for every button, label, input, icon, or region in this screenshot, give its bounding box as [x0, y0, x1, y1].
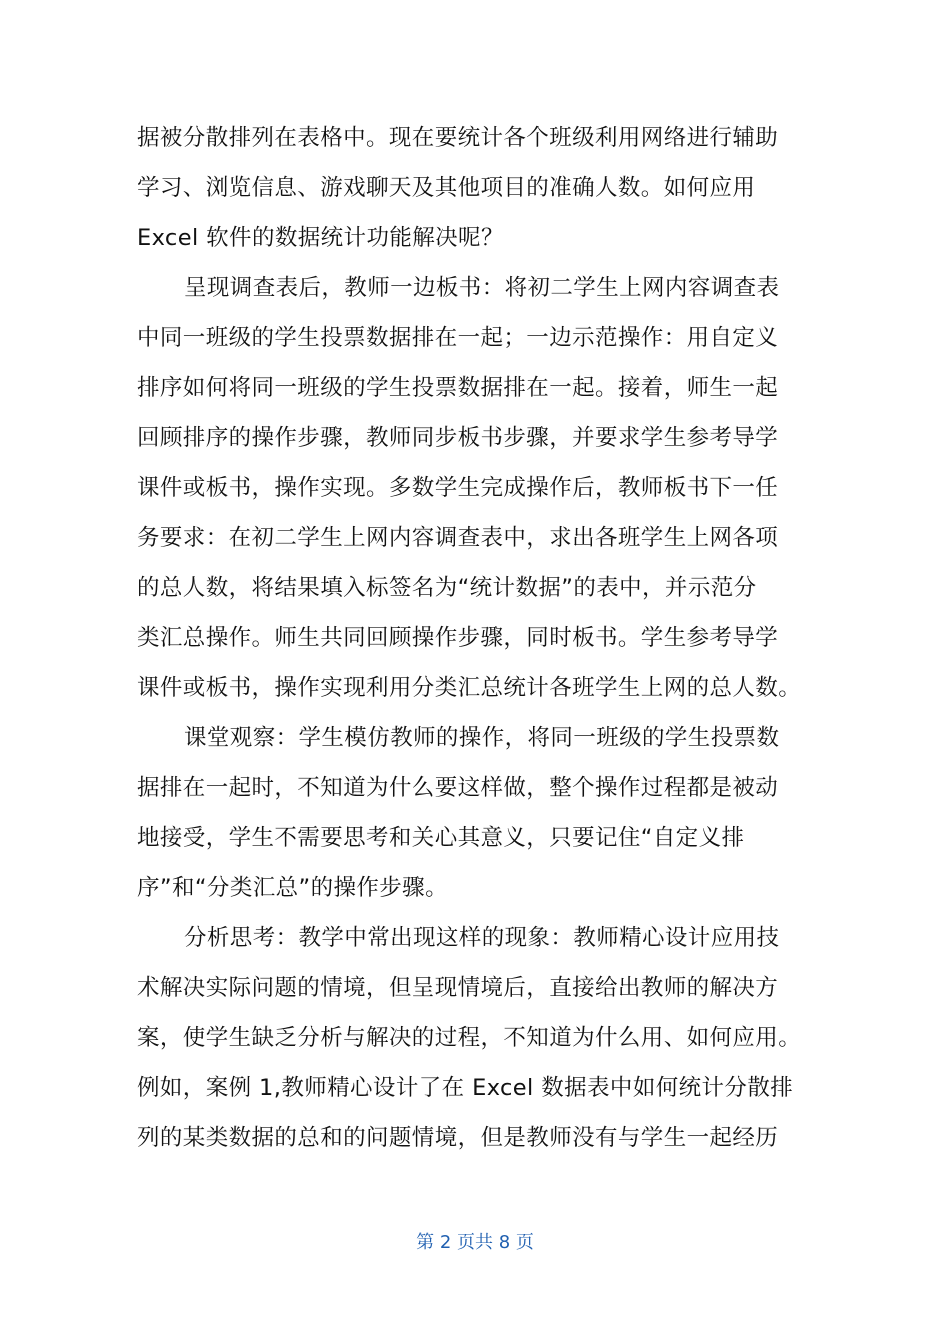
- text-line: 课件或板书，操作实现。多数学生完成操作后，教师板书下一任: [137, 475, 779, 501]
- text-line: Excel 软件的数据统计功能解决呢？: [137, 225, 504, 251]
- text-line: 学习、浏览信息、游戏聊天及其他项目的准确人数。如何应用: [137, 175, 756, 201]
- paragraph-first-line: 课堂观察：学生模仿教师的操作，将同一班级的学生投票数: [184, 725, 780, 751]
- text-line: 案，使学生缺乏分析与解决的过程，不知道为什么用、如何应用。: [137, 1025, 802, 1051]
- text-line: 回顾排序的操作步骤，教师同步板书步骤，并要求学生参考导学: [137, 425, 779, 451]
- text-line: 类汇总操作。师生共同回顾操作步骤，同时板书。学生参考导学: [137, 625, 779, 651]
- body-text: [137, 113, 817, 1163]
- text-line: 课件或板书，操作实现利用分类汇总统计各班学生上网的总人数。: [137, 675, 802, 701]
- text-line: 排序如何将同一班级的学生投票数据排在一起。接着，师生一起: [137, 375, 779, 401]
- paragraph-first-line: 分析思考：教学中常出现这样的现象：教师精心设计应用技: [184, 925, 780, 951]
- text-line: 术解决实际问题的情境，但呈现情境后，直接给出教师的解决方: [137, 975, 779, 1001]
- text-line: 例如，案例 1,教师精心设计了在 Excel 数据表中如何统计分散排: [137, 1075, 794, 1101]
- text-line: 务要求：在初二学生上网内容调查表中，求出各班学生上网各项: [137, 525, 779, 551]
- text-line: 地接受，学生不需要思考和关心其意义，只要记住“自定义排: [137, 825, 745, 851]
- text-line: 列的某类数据的总和的问题情境，但是教师没有与学生一起经历: [137, 1125, 779, 1151]
- page-number-footer: 第 2 页共 8 页: [416, 1232, 534, 1253]
- text-line: 序”和“分类汇总”的操作步骤。: [137, 875, 448, 901]
- text-line: 据被分散排列在表格中。现在要统计各个班级利用网络进行辅助: [137, 125, 779, 151]
- text-line: 中同一班级的学生投票数据排在一起；一边示范操作：用自定义: [137, 325, 779, 351]
- text-line: 据排在一起时，不知道为什么要这样做，整个操作过程都是被动: [137, 775, 779, 801]
- paragraph-first-line: 呈现调查表后，教师一边板书：将初二学生上网内容调查表: [184, 275, 780, 301]
- text-line: 的总人数，将结果填入标签名为“统计数据”的表中，并示范分: [137, 575, 757, 601]
